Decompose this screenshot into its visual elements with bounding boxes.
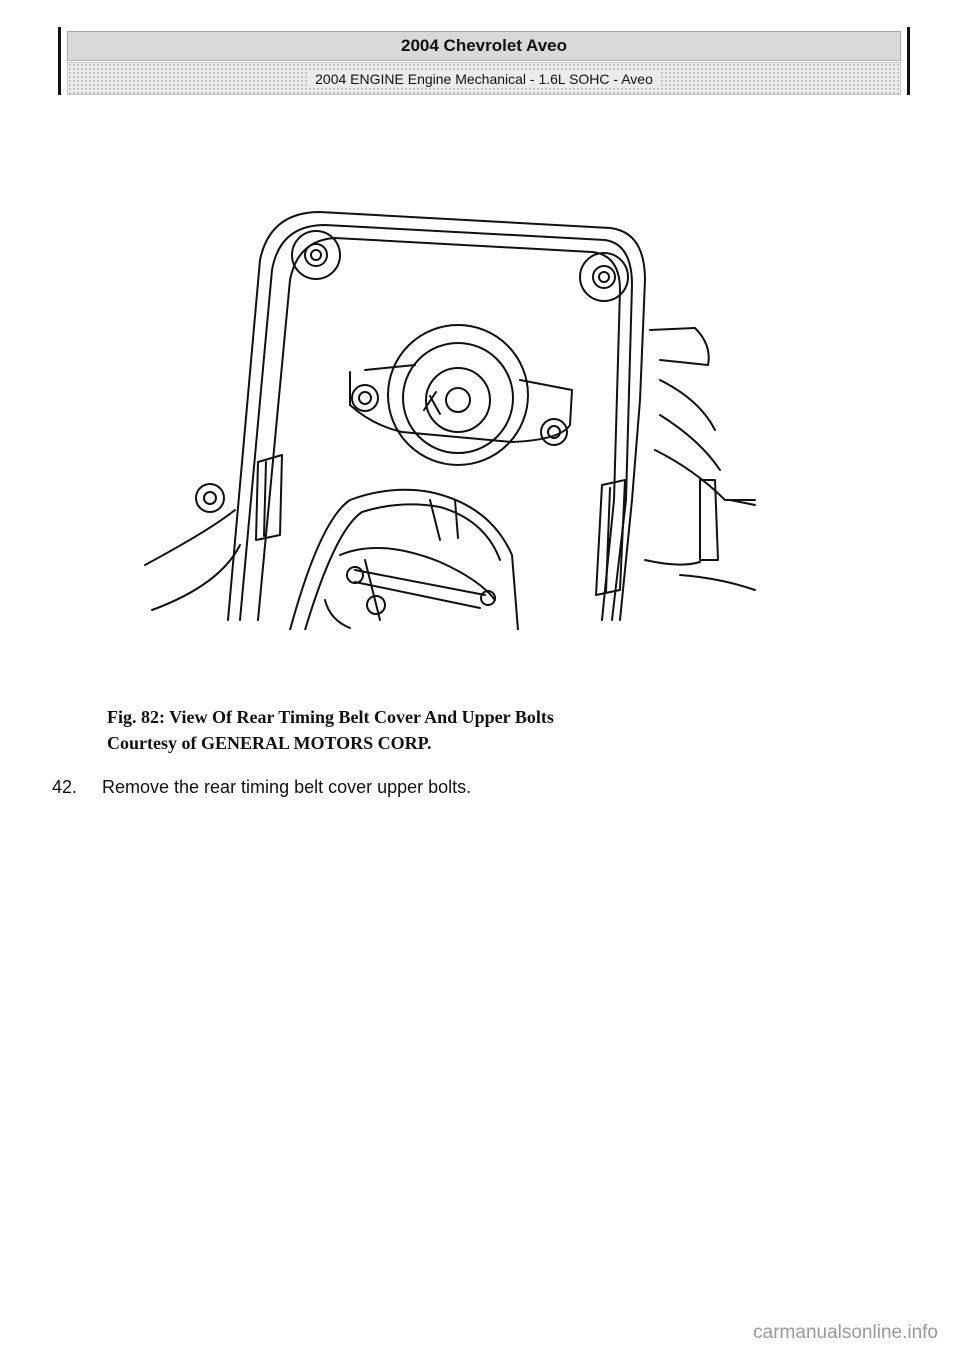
- instruction-step: [52, 777, 471, 798]
- step-text: Remove the rear timing belt cover upper bolts.: [102, 777, 472, 797]
- timing-belt-cover-illustration: [140, 200, 760, 630]
- figure-caption: [107, 704, 554, 756]
- watermark: carmanualsonline.info: [753, 1322, 938, 1343]
- document-subtitle: [67, 62, 901, 95]
- figure-caption-credit: Courtesy of GENERAL MOTORS CORP.: [107, 733, 432, 753]
- step-number: 42.: [52, 777, 78, 797]
- document-title: 2004 Chevrolet Aveo: [67, 31, 901, 61]
- figure-caption-title: Fig. 82: View Of Rear Timing Belt Cover And Upper Bolts: [107, 707, 554, 727]
- document-header: [58, 27, 910, 95]
- document-subtitle-text: 2004 ENGINE Engine Mechanical - 1.6L SOHC - Aveo: [309, 71, 659, 87]
